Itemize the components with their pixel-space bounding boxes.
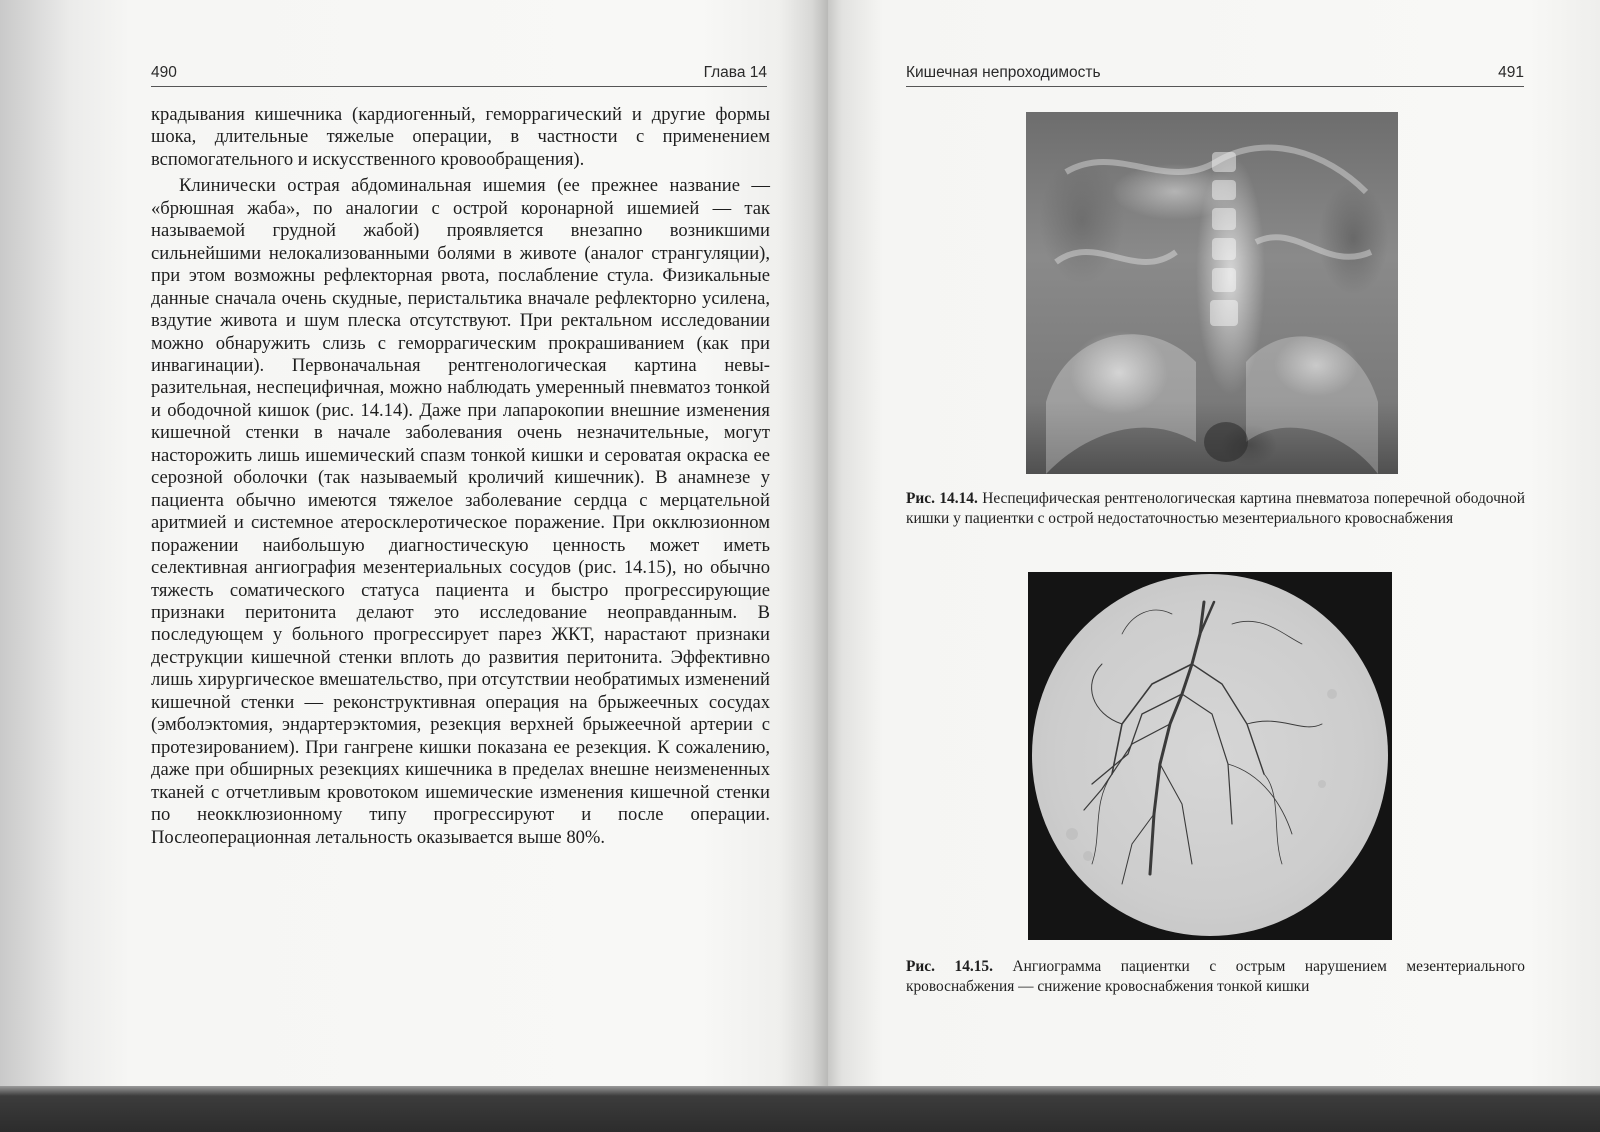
figure-14-14-caption <box>906 489 1525 528</box>
figure-14-15-text: Ангиограмма пациентки с острым нарушением мезентериального кровоснабжения — снижение кровоснабжения тонкой кишки <box>906 958 1526 995</box>
left-page-number: 490 <box>151 64 177 81</box>
figure-14-15-label: Рис. 14.15. <box>906 958 993 975</box>
scanner-edge <box>0 1086 1600 1132</box>
right-running-head <box>906 64 1524 87</box>
figure-14-14-text: Неспецифическая рентгенологическая картина пневматоза поперечной ободочной кишки у пациентки с острой недостаточностью мезентериального кровоснабжения <box>906 490 1525 527</box>
right-section-title: Кишечная непроходимость <box>906 64 1101 81</box>
left-body-text <box>151 104 770 849</box>
figure-14-15-caption <box>906 957 1525 996</box>
paragraph-clinical-ischemia: Клинически острая абдоминальная ишемия (ее прежнее название — «брюшная жаба», по аналогии с острой коронарной ишемией — так называемой грудной жабой) проявляется внезапно возникшими сильнейшими нелокализованными болями в животе (аналог странгуляции), при этом возможны рефлекторная рвота, послабление стула. Физикальные данные сначала очень скудные, перистальтика вначале рефлекторно усилена, вздутие живота и шум плеска отсутствуют. При ректальном исследовании можно обнаружить слизь с геморрагическим прокрашиванием (как при инвагинации). Первоначальная рентгенологическая картина невыразительная, неспецифичная, можно наблюдать умеренный пневматоз тонкой и ободочной кишок (рис. 14.14). Даже при лапарокопии внешние изменения кишечной стенки в начале заболевания очень незначительные, могут насторожить лишь ишемический спазм тонкой кишки и сероватая окраска ее серозной оболочки (так называемый кроличий кишечник). В анамнезе у пациента обычно имеются тяжелое заболевание сердца с мерцательной аритмией и системное атеросклеротическое поражение. При окклюзионном поражении наибольшую диагностическую ценность может иметь селективная ангиография мезентериальных сосудов (рис. 14.15), но обычно тяжесть соматического статуса пациента и быстро прогрессирующие признаки перитонита делают это исследование неоправданным. В последующем у больного прогрессирует парез ЖКТ, нарастают признаки деструкции кишечной стенки вплоть до развития перитонита. Эффективно лишь хирургическое вмешательство, при отсутствии необратимых изменений кишечной стенки — реконструктивная операция на брыжеечных сосудах (эмболэктомия, эндартерэктомия, резекция верхней брыжеечной артерии с протезированием). При гангрене кишки показана ее резекция. К сожалению, даже при обширных резекциях кишечника в пределах внешне неизмененных тканей с отчетливым кровотоком ишемические изменения кишечной стенки по неокклюзионному типу прогрессируют и после операции. Послеоперационная летальность оказывается выше 80%. <box>151 175 770 848</box>
paragraph-continued: крадывания кишечника (кардиогенный, геморрагический и другие формы шока, длительные тяжелые операции, в частности с применением вспомогательного и искусственного кровообращения). <box>151 104 770 170</box>
xray-figure <box>1026 112 1398 474</box>
right-page-number: 491 <box>1498 64 1524 81</box>
left-running-head <box>151 64 767 87</box>
angiogram-figure <box>1028 572 1392 940</box>
angiogram-disc <box>1032 574 1388 936</box>
figure-14-14-label: Рис. 14.14. <box>906 490 978 507</box>
xray-image <box>1026 112 1398 474</box>
angiogram-image <box>1032 574 1388 936</box>
left-chapter-title: Глава 14 <box>703 64 767 81</box>
